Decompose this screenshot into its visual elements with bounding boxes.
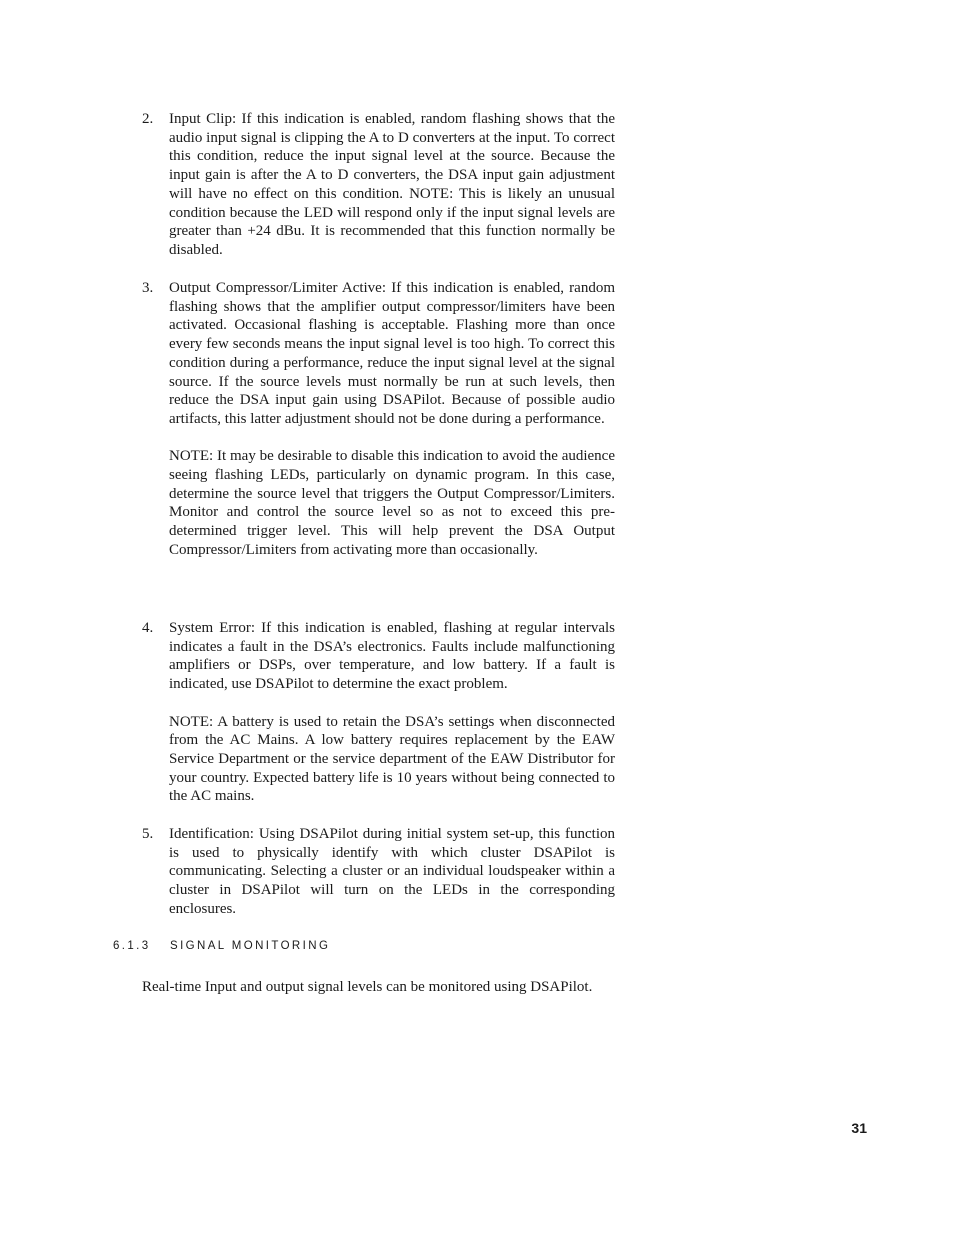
list-item-number: 2. [142, 111, 154, 127]
list-item-body [169, 279, 615, 560]
paragraph-note: NOTE: It may be desirable to disable this indication to avoid the audience seeing flashing LEDs, particularly on dynamic program. In this case, determine the source level that triggers the Output Compressor/Limiters. Monitor and control the source level so as not to exceed this pre-determined trigger level. This will help prevent the DSA Output Compressor/Limiters from activating more than occasionally. [169, 448, 615, 558]
section-title: SIGNAL MONITORING [170, 940, 331, 952]
list-item-body [169, 619, 615, 806]
list-item-number: 5. [142, 826, 154, 842]
page-number: 31 [851, 1120, 867, 1136]
list-item-body [169, 110, 615, 260]
paragraph-note: NOTE: A battery is used to retain the DSA’s settings when disconnected from the AC Mains. A low battery requires replacement by the EAW Service Department or the service department of the EAW Distributor for your country. Expected battery life is 10 years without being connected to the AC mains. [169, 713, 615, 805]
list-item-number: 4. [142, 620, 154, 636]
paragraph: Identification: Using DSAPilot during initial system set-up, this function is used to physically identify with which cluster DSAPilot is communicating. Selecting a cluster or an individual loudspeaker within a cluster in DSAPilot will turn on the LEDs in the corresponding enclosures. [169, 826, 615, 917]
paragraph: System Error: If this indication is enabled, flashing at regular intervals indicates a fault in the DSA’s electronics. Faults include malfunctioning amplifiers or DSPs, over temperature, and low battery. If a fault is indicated, use DSAPilot to determine the exact problem. [169, 620, 615, 693]
list-item-body [169, 825, 615, 919]
list-item-number: 3. [142, 280, 154, 296]
paragraph: Input Clip: If this indication is enabled, random flashing shows that the audio input signal is clipping the A to D converters at the input. To correct this condition, reduce the input signal level at the source. Because the input gain is after the A to D converters, the DSA input gain adjustment will have no effect on this condition. NOTE: This is likely an unusual condition because the LED will respond only if the input signal levels are greater than +24 dBu. It is recommended that this function normally be disabled. [169, 111, 615, 258]
section-paragraph: Real-time Input and output signal levels can be monitored using DSAPilot. [142, 979, 593, 995]
paragraph: Output Compressor/Limiter Active: If this indication is enabled, random flashing shows that the amplifier output compressor/limiters have been activated. Occasional flashing is acceptable. Flashing more than once every few seconds means the input signal level is too high. To correct this condition during a performance, reduce the input signal level at the signal source. If the source levels must normally be run at such levels, then reduce the DSA input gain using DSAPilot. Because of possible audio artifacts, this latter adjustment should not be done during a performance. [169, 280, 615, 427]
section-number: 6.1.3 [113, 940, 151, 952]
section-heading [113, 940, 330, 952]
